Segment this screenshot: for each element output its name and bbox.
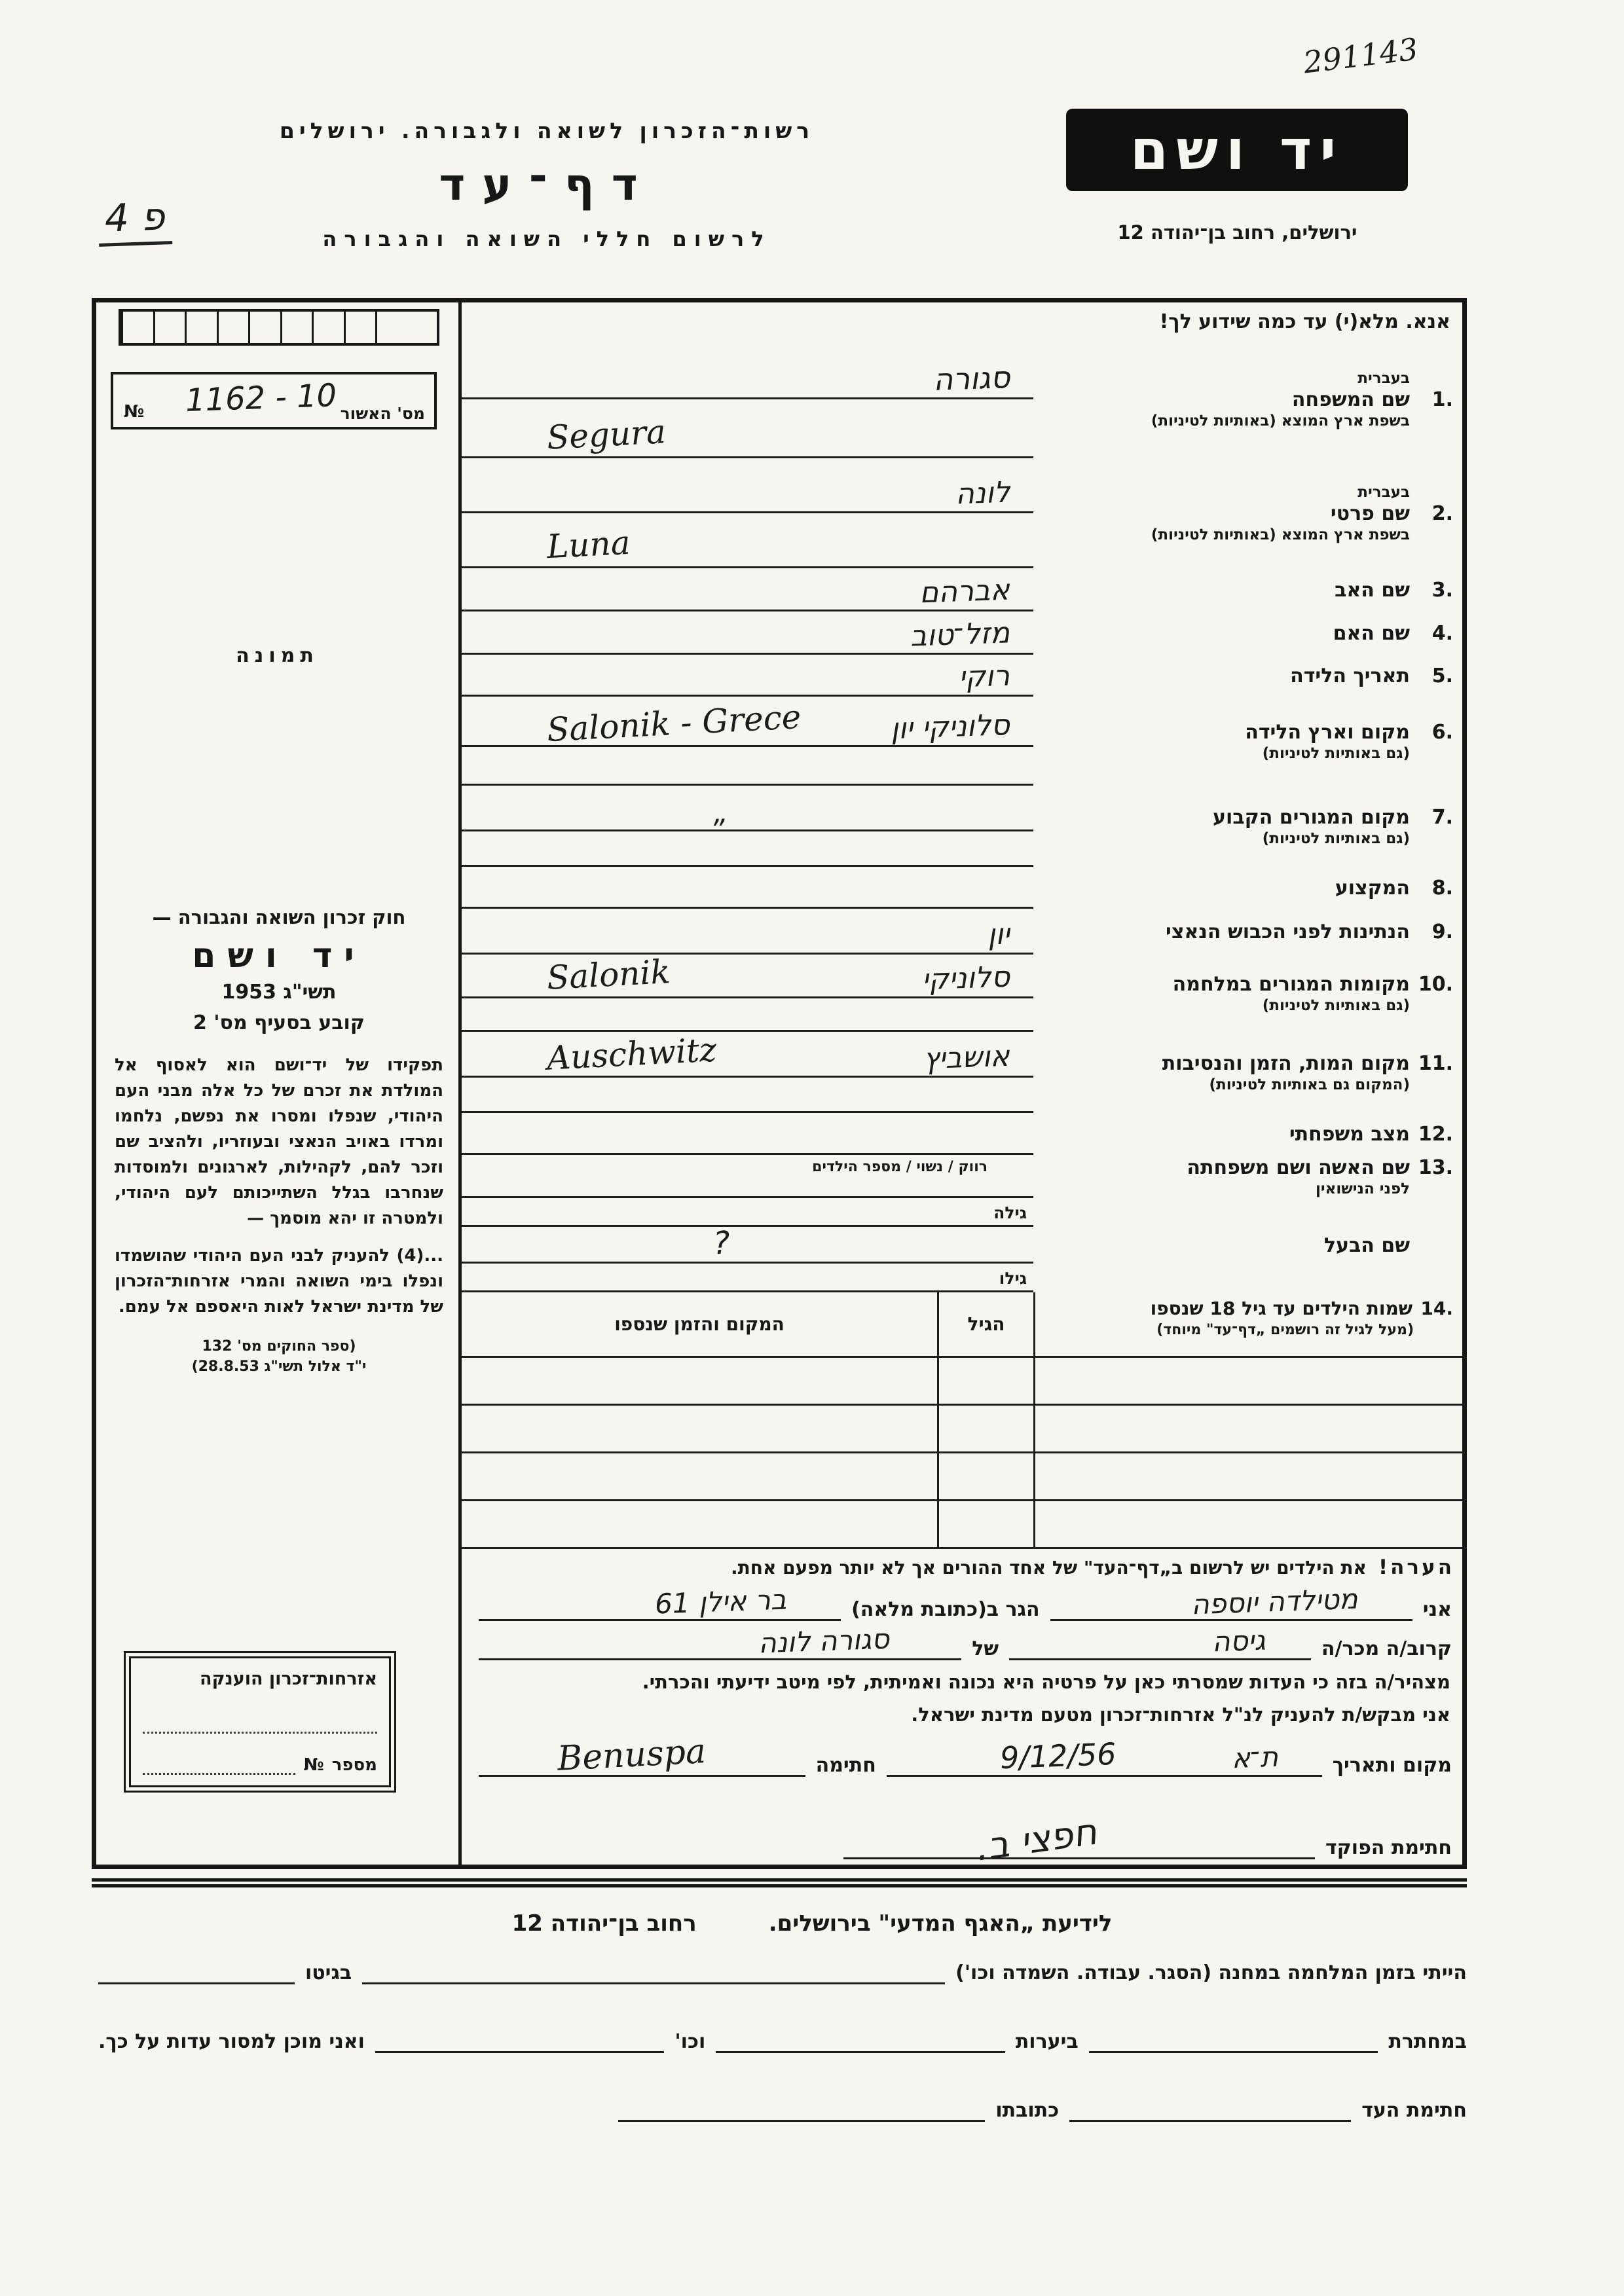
citizenship-grant-box	[129, 1656, 391, 1787]
field-number: 3.	[1431, 578, 1453, 602]
field-row-wife-name	[462, 1155, 1462, 1198]
etc-line	[375, 2023, 665, 2053]
field-sub-label: לפני הנישואין	[1316, 1180, 1410, 1197]
fill-in-instruction: אנא. מלא(י) עד כמה שידוע לך!	[1159, 310, 1450, 333]
field-sub-label: בעברית	[1357, 483, 1410, 501]
field-row-family-name	[462, 340, 1462, 458]
scientific-branch-title: לידיעת „האגף המדעי" בירושלים. רחוב בן־יהודה 12	[511, 1910, 1113, 1937]
field-sub-label: (גם באותיות לטיניות)	[1262, 996, 1410, 1014]
field-label: שם הבעל	[1323, 1233, 1410, 1257]
write-line	[462, 1264, 1033, 1292]
field-number: 14.	[1420, 1298, 1453, 1319]
law-body: תפקידו של יד־ושם הוא לאסוף אל המולדת את זכרם של כל אלה מבני העם היהודי, שנפלו ומסרו את נפשם, נלחמו ומרדו באויב הנאצי ובעוזריו, ולהציב שם וזכר להם, לקהילות, לארגונים ולמוסדות שנחרבו בגלל השתייכותם לעם היהודי, ולמטרה זו יהא מוסמך —	[115, 1055, 443, 1228]
of-label: של	[972, 1637, 999, 1660]
field-number: 6.	[1431, 720, 1453, 744]
field-row-permanent-residence	[462, 786, 1462, 867]
grant-number-label: מספר	[331, 1755, 377, 1775]
relation-row	[462, 1622, 1462, 1666]
note-row	[462, 1549, 1462, 1586]
form-frame	[92, 298, 1467, 1869]
note-emphasis: הערה!	[1378, 1556, 1454, 1579]
write-line	[462, 655, 1033, 697]
write-line	[462, 955, 1033, 998]
law-yad-vashem: יד ושם	[192, 936, 366, 975]
write-line	[462, 568, 1033, 611]
field-label: מקום המגורים הקבוע	[1213, 805, 1410, 829]
field-number: 9.	[1431, 920, 1453, 943]
handwritten-wartime-residence-latin: Salonik	[545, 953, 672, 997]
relation-line	[1009, 1626, 1311, 1660]
law-clause-text: להעניק לבני העם היהודי שהושמדו ונפלו בימי השואה והמרי אזרחות־הזכרון של מדינת ישראל לאות היאספם אל עמם.	[115, 1246, 443, 1317]
field-label: תאריך הלידה	[1290, 664, 1410, 687]
witness-address-label: כתובתו	[995, 2099, 1060, 2122]
age-column-header: הגיל	[937, 1292, 1035, 1356]
approval-number-label: מס' האשור	[340, 404, 425, 423]
field-number: 11.	[1418, 1051, 1453, 1075]
grant-number-row	[143, 1755, 377, 1775]
field-sub-label: (גם באותיות לטיניות)	[1262, 744, 1410, 762]
left-column	[96, 302, 462, 1865]
field-row-wartime-residence	[462, 955, 1462, 1032]
place-date-signature-row	[462, 1731, 1462, 1782]
grant-box-title: אזרחות־זכרון הוענקה	[200, 1669, 377, 1689]
field-row-death-place	[462, 1032, 1462, 1113]
write-line	[462, 1032, 1033, 1078]
field-label: המקצוע	[1335, 876, 1410, 900]
field-number: 1.	[1431, 388, 1453, 411]
double-rule	[92, 1878, 1467, 1887]
subject-line	[479, 1622, 961, 1660]
handwritten-mother-name: מזל־טוב	[910, 616, 1010, 653]
law-heading: חוק זכרון השואה והגבורה —	[152, 906, 406, 928]
authority-line: רשות־הזכרון לשואה ולגבורה. ירושלים	[279, 118, 815, 143]
children-table-row	[462, 1406, 1462, 1453]
note-text: את הילדים יש לרשום ב„דף־העד" של אחד ההורים אך לא יותר מפעם אחת.	[730, 1556, 1367, 1578]
signature-line	[479, 1732, 805, 1779]
residing-label: הגר ב(כתובת מלאה)	[851, 1598, 1040, 1621]
law-clause	[115, 1243, 443, 1320]
handwritten-wartime-residence-hebrew: סלוניקי	[921, 960, 1010, 997]
handwritten-question-mark: ?	[712, 1224, 731, 1262]
handwritten-subject-name: סגורה לונה	[757, 1622, 890, 1660]
forests-label: ביערות	[1015, 2030, 1079, 2053]
field-row-profession	[462, 867, 1462, 909]
forests-line	[716, 2023, 1005, 2053]
handwritten-first-name-latin: Luna	[545, 523, 631, 566]
children-table-header	[462, 1292, 1462, 1358]
declarant-row	[462, 1582, 1462, 1626]
write-line	[462, 1198, 1033, 1227]
write-line	[462, 1224, 1033, 1264]
numero-sign: №	[303, 1755, 324, 1775]
tally-grid	[119, 309, 439, 346]
law-year: תשי"ג 1953	[221, 981, 337, 1004]
children-label-note: (מעל לגיל זה רושמים „דף־עד" מיוחד)	[1156, 1322, 1414, 1338]
field-label: שם האם	[1333, 621, 1410, 645]
write-line	[462, 786, 1033, 831]
field-row-birth-date	[462, 655, 1462, 697]
clerk-signature-line	[843, 1810, 1315, 1870]
grant-blank-line	[143, 1711, 377, 1734]
handwritten-death-place-hebrew: אושביץ	[923, 1040, 1010, 1076]
handwritten-death-place-latin: Auschwitz	[545, 1030, 718, 1078]
request-text: אני מבקש/ת להעניק לנ"ל אזרחות־זכרון מטעם מדינת ישראל.	[911, 1704, 1450, 1726]
handwritten-corner-mark: פ 4	[98, 194, 172, 247]
field-number: 2.	[1431, 501, 1453, 525]
write-line	[462, 831, 1033, 867]
handwritten-ditto-mark: „	[712, 796, 729, 830]
photo-placeholder-label: תמונה	[236, 644, 319, 667]
place-column-header: המקום והזמן שנספו	[614, 1313, 784, 1335]
field-label: הנתינות לפני הכבוש הנאצי	[1166, 920, 1410, 943]
field-label: שם המשפחה	[1291, 388, 1410, 411]
fields-column	[462, 302, 1462, 1870]
logo-address: ירושלים, רחוב בן־יהודה 12	[1117, 221, 1357, 244]
law-reference: (ספר החוקים מס' 132 י"ד אלול תשי"ג 28.8.53)	[191, 1338, 367, 1375]
field-number: 5.	[1431, 664, 1453, 687]
field-row-father-name	[462, 568, 1462, 611]
witness-signature-row	[98, 2092, 1467, 2122]
wife-age-row	[462, 1198, 1462, 1227]
field-number: 10.	[1418, 972, 1453, 996]
handwritten-clerk-signature: חפצי ב.	[973, 1810, 1099, 1870]
handwritten-scan-number: 291143	[1301, 31, 1420, 81]
handwritten-family-name-hebrew: סגורה	[932, 359, 1010, 398]
form-subtitle: לרשום חללי השואה והגבורה	[322, 227, 771, 251]
handwritten-nationality: יון	[987, 917, 1010, 952]
children-label: שמות הילדים עד גיל 18 שנספו	[1150, 1298, 1412, 1319]
marital-status-options: רווק / נשוי / מספר הילדים	[812, 1159, 987, 1175]
field-sub-label: בשפת ארץ המוצא (באותיות לטיניות)	[1151, 526, 1410, 543]
ghetto-label: בגיטו	[305, 1961, 352, 1984]
witness-signature-label: חתימת העד	[1361, 2099, 1467, 2122]
law-clause-number: (4)...	[396, 1246, 443, 1266]
write-line	[462, 611, 1033, 655]
form-header	[177, 118, 917, 251]
field-label: שם פרטי	[1330, 501, 1410, 525]
handwritten-family-name-latin: Segura	[545, 412, 667, 457]
handwritten-declarant-name: מטילדה יוספה	[1190, 1582, 1359, 1621]
handwritten-relation: גיסה	[1211, 1624, 1266, 1658]
field-label: מקום וארץ הלידה	[1245, 720, 1410, 744]
field-row-mother-name	[462, 611, 1462, 655]
write-line	[462, 747, 1033, 786]
write-line	[462, 1155, 1033, 1198]
witness-row-camps	[98, 1954, 1467, 1984]
handwritten-place: ת־א	[1231, 1740, 1280, 1775]
children-table	[462, 1292, 1462, 1549]
write-line	[462, 697, 1033, 750]
camp-line	[362, 1954, 945, 1984]
write-line	[462, 867, 1033, 909]
children-table-row	[462, 1358, 1462, 1406]
write-line	[462, 998, 1033, 1032]
law-section: קובע בסעיף מס' 2	[193, 1011, 365, 1034]
field-sub-label: (גם באותיות לטיניות)	[1262, 829, 1410, 847]
willing-to-testify-text: ואני מוכן למסור עדות על כך.	[98, 2030, 365, 2053]
numero-sign: №	[124, 402, 145, 422]
field-sub-label: בעברית	[1357, 369, 1410, 387]
field-row-first-name	[462, 458, 1462, 568]
witness-row-underground	[98, 2023, 1467, 2053]
field-number: 4.	[1431, 621, 1453, 645]
ghetto-line	[98, 1954, 295, 1984]
witness-address-line	[618, 2092, 985, 2122]
handwritten-father-name: אברהם	[919, 573, 1010, 610]
handwritten-birth-date: רוקי	[958, 659, 1010, 695]
approval-number-box	[111, 372, 437, 429]
field-number: 7.	[1431, 805, 1453, 829]
field-number: 12.	[1418, 1122, 1453, 1146]
field-label: מקומות המגורים במלחמה	[1172, 972, 1410, 996]
field-sub-label: בשפת ארץ המוצא (באותיות לטיניות)	[1151, 412, 1410, 429]
handwritten-birth-place-latin: Salonik - Grece	[545, 698, 802, 750]
write-line	[462, 340, 1033, 399]
grant-number-line	[143, 1773, 295, 1775]
field-row-birth-place	[462, 697, 1462, 786]
relation-label: קרוב/ה מכר/ה	[1321, 1637, 1452, 1660]
handwritten-signature: Benuspa	[556, 1732, 707, 1779]
field-label: מקום המות, הזמן והנסיבות	[1162, 1051, 1410, 1075]
yad-vashem-logo: יד ושם	[1066, 109, 1408, 191]
wife-age-label: גילה	[993, 1203, 1027, 1222]
statement-text: מצהיר/ה בזה כי העדות שמסרתי כאן על פרטיה היא נכונה ואמיתית, לפי מיטב ידיעתי והכרתי.	[642, 1671, 1450, 1693]
write-line	[462, 1113, 1033, 1175]
place-date-line	[887, 1736, 1322, 1777]
field-sub-label: (המקום גם באותיות לטיניות)	[1209, 1076, 1410, 1093]
field-row-nationality	[462, 909, 1462, 955]
handwritten-approval-number: 1162 - 10	[185, 376, 337, 420]
write-line	[462, 1078, 1033, 1113]
clerk-signature-row	[462, 1782, 1462, 1870]
husband-age-row	[462, 1264, 1462, 1292]
camp-label: הייתי בזמן המלחמה במחנה (הסגר. עבודה. השמדה וכו')	[955, 1961, 1467, 1984]
handwritten-birth-place-hebrew: סלוניקי יון	[890, 708, 1010, 746]
children-table-row	[462, 1501, 1462, 1549]
write-line	[462, 458, 1033, 513]
write-line	[462, 909, 1033, 955]
field-label: מצב משפחתי	[1289, 1122, 1410, 1146]
page-title: דף־עד	[439, 159, 655, 211]
clerk-signature-label: חתימת הפוקד	[1325, 1836, 1452, 1859]
i-label: אני	[1422, 1598, 1452, 1621]
husband-age-label: גילו	[999, 1269, 1027, 1288]
children-table-row	[462, 1453, 1462, 1501]
address-line	[479, 1583, 841, 1621]
handwritten-date: 9/12/56	[999, 1736, 1116, 1776]
handwritten-first-name-hebrew: לונה	[954, 475, 1010, 511]
etc-label: וכו'	[674, 2030, 706, 2053]
signature-label: חתימה	[815, 1754, 876, 1777]
write-line	[462, 513, 1033, 568]
field-row-husband-name	[462, 1224, 1462, 1264]
witness-signature-line	[1069, 2092, 1351, 2122]
handwritten-address: בר אילן 61	[654, 1583, 787, 1620]
declarant-name-line	[1050, 1582, 1412, 1621]
underground-label: במחתרת	[1388, 2030, 1467, 2053]
write-line	[462, 399, 1033, 458]
law-text-block	[115, 906, 443, 1377]
field-label: שם האשה ושם משפחתה	[1187, 1156, 1410, 1179]
underground-line	[1089, 2023, 1378, 2053]
field-label: שם האב	[1335, 578, 1410, 602]
field-number: 8.	[1431, 876, 1453, 900]
place-date-label: מקום ותאריך	[1332, 1754, 1452, 1777]
field-number: 13.	[1418, 1156, 1453, 1179]
